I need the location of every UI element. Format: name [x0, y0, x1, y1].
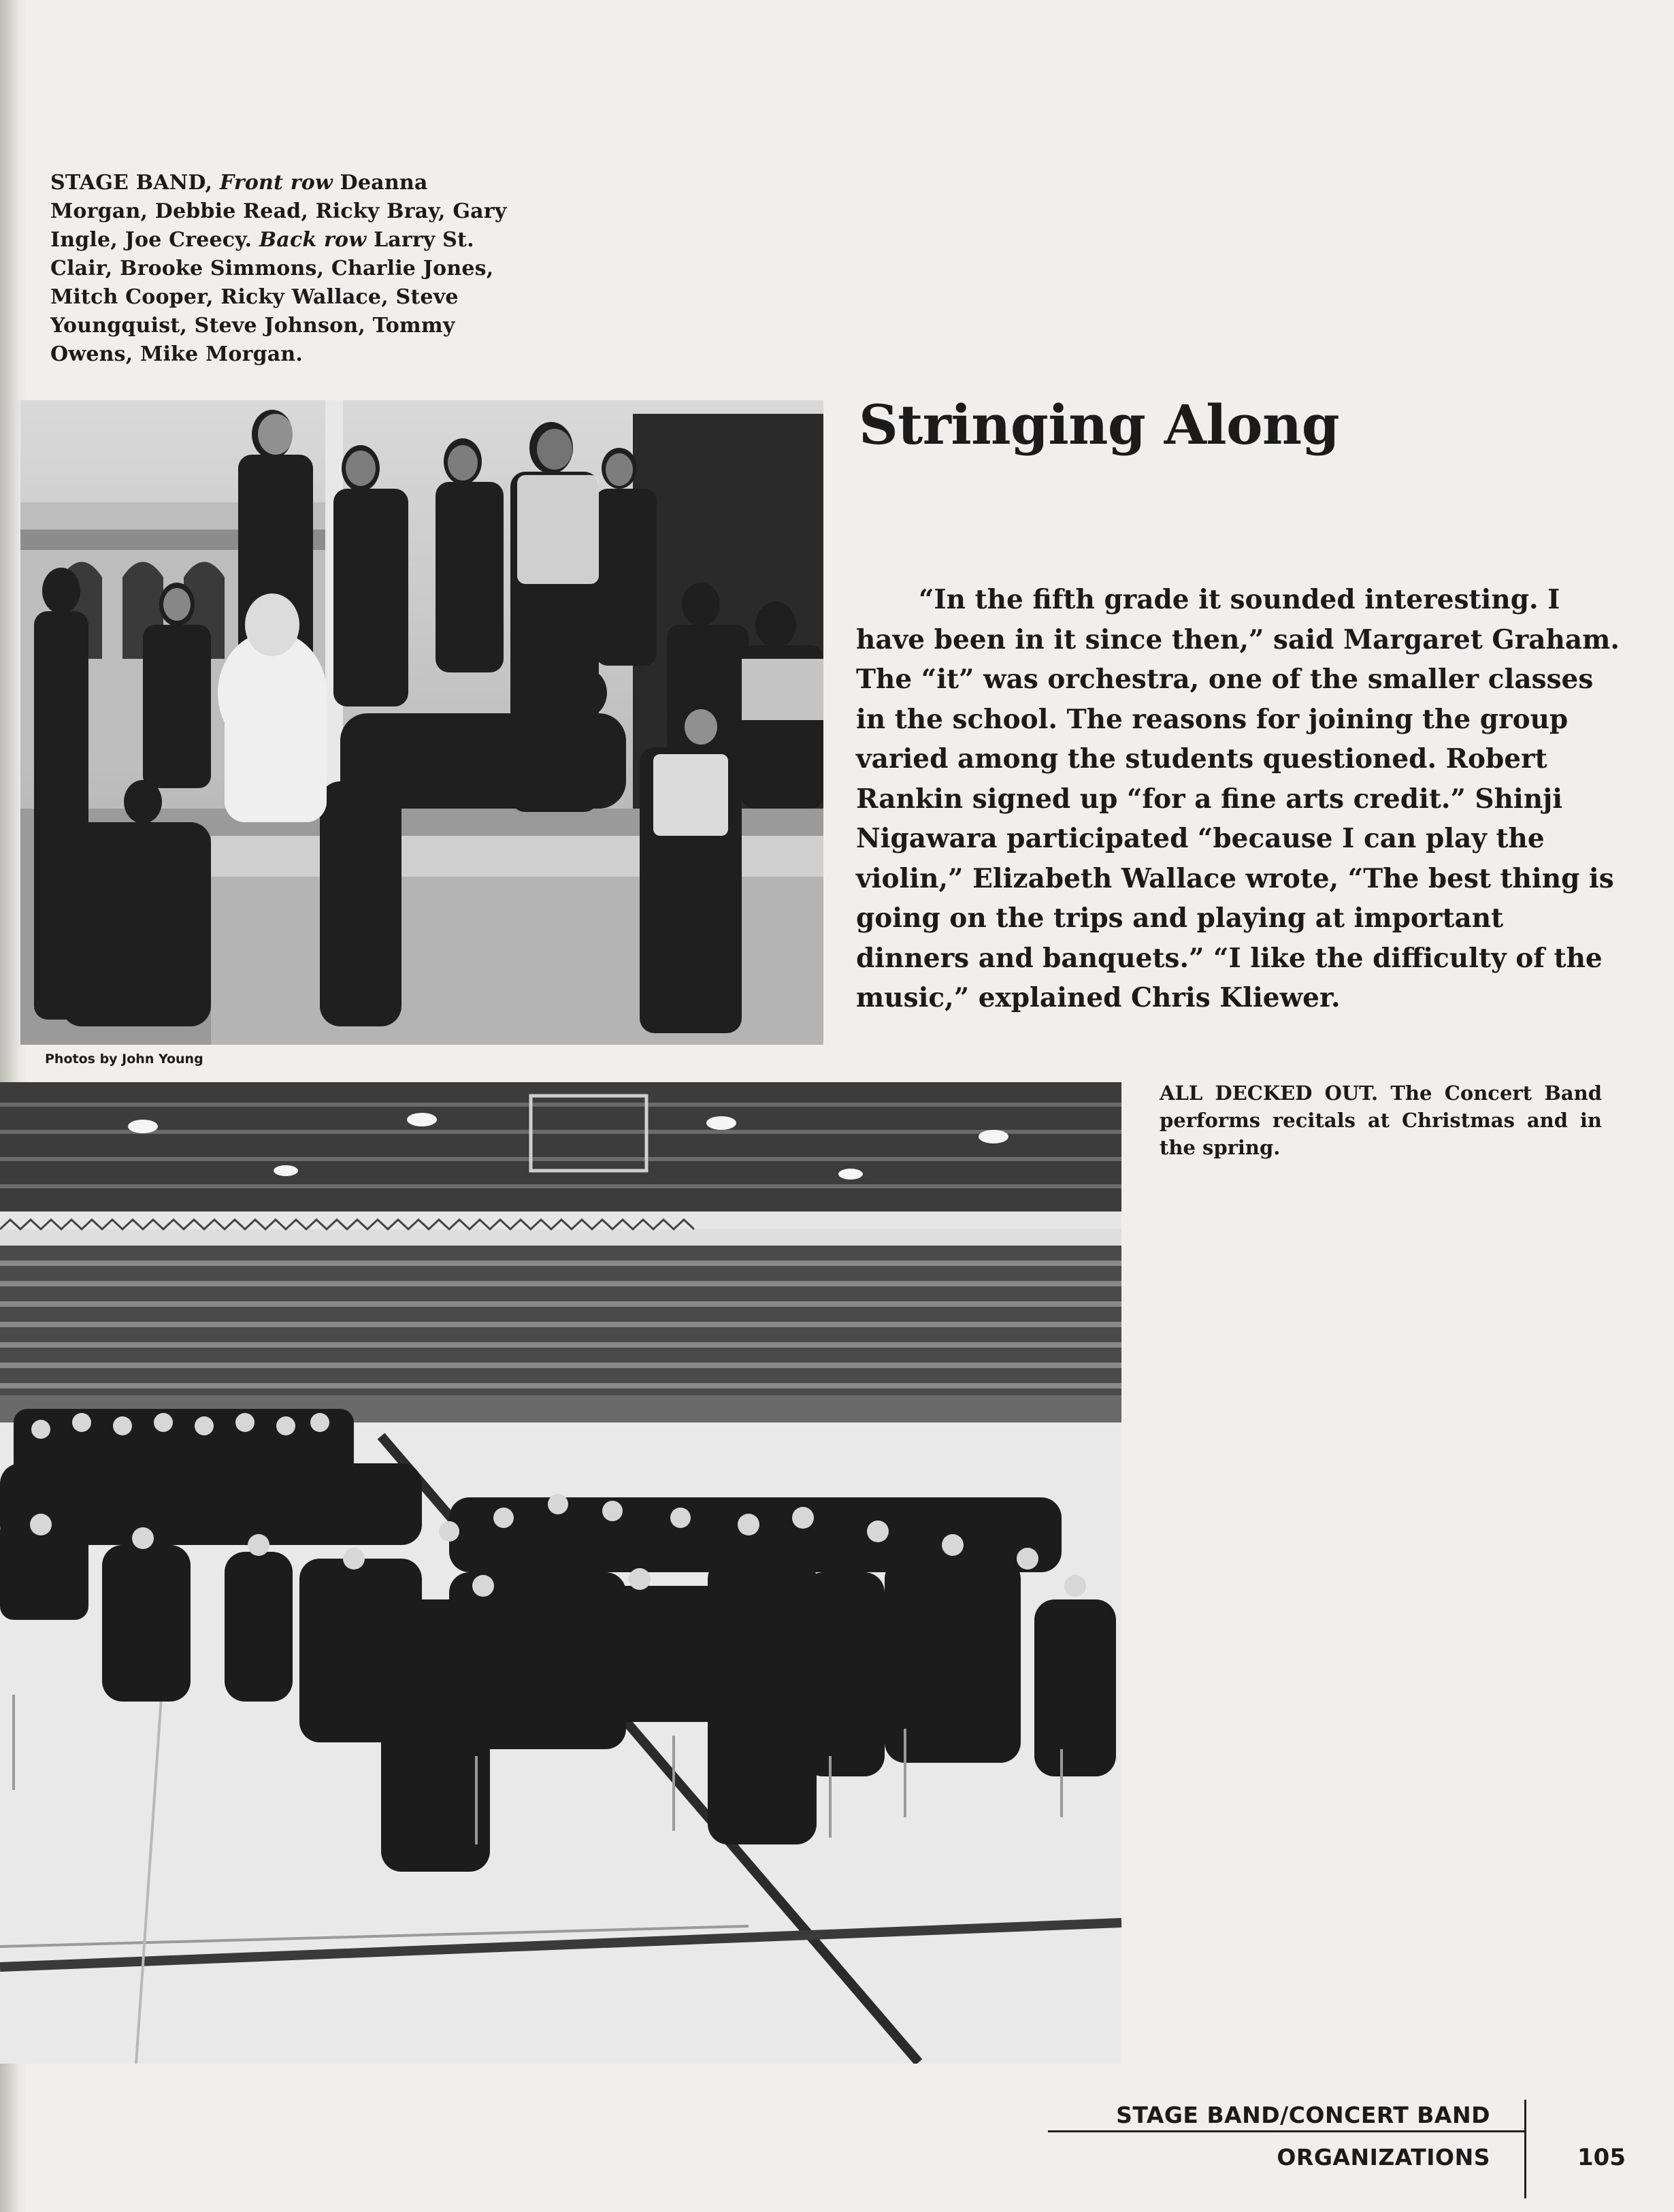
stage-band-label: STAGE BAND, [50, 171, 213, 195]
photo-credit: Photos by John Young [45, 1052, 203, 1067]
page-number: 105 [1577, 2144, 1626, 2171]
front-row-names: Deanna Morgan, Debbie Read, Ricky Bray, Gary Ingle, Joe Creecy. [50, 171, 507, 252]
footer-divider [1524, 2100, 1526, 2198]
footer-rule [1048, 2130, 1524, 2132]
stage-band-photo-illustration [20, 400, 823, 1045]
story-text: “In the fifth grade it sounded interesting. I have been in it since then,” said Margaret Graham. The “it” was orchestra, one of the smaller classes in the school. The reasons for joining the group varied among the students questioned. Robert Rankin signed up “for a fine arts credit.” Shinji Nigawara participated “because I can play the violin,” Elizabeth Wallace wrote, “The best thing is going on the trips and playing at important dinners and banquets.” “I like the difficulty of the music,” explained Chris Kliewer. [856, 584, 1620, 1013]
stage-band-caption [50, 169, 527, 369]
concert-band-caption [1160, 1079, 1602, 1161]
concert-band-caption-text: The Concert Band performs recitals at Christmas and in the spring. [1160, 1081, 1602, 1159]
concert-band-photo [0, 1082, 1121, 2064]
back-row-names: Larry St. Clair, Brooke Simmons, Charlie Jones, Mitch Cooper, Ricky Wallace, Steve Youngquist, Steve Johnson, Tommy Owens, Mike Morgan. [50, 228, 494, 366]
footer-category: ORGANIZATIONS [1277, 2144, 1490, 2170]
concert-band-caption-label: ALL DECKED OUT. [1160, 1081, 1379, 1105]
front-row-label: Front row [219, 171, 333, 195]
headline: Stringing Along [859, 393, 1340, 457]
concert-band-photo-illustration [0, 1082, 1121, 2064]
footer-section-title: STAGE BAND/CONCERT BAND [1116, 2102, 1490, 2128]
back-row-label: Back row [259, 228, 367, 252]
stage-band-photo [20, 400, 823, 1045]
